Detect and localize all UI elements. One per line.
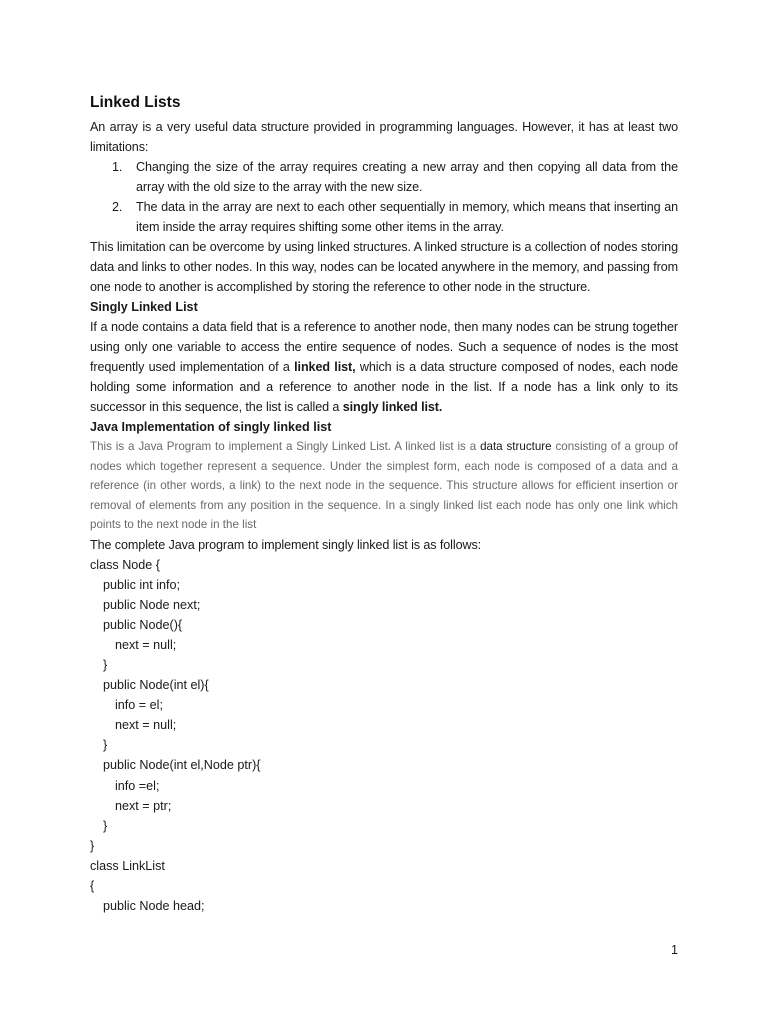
code-line: }	[103, 738, 108, 753]
code-line: public Node head;	[103, 899, 205, 914]
document-page	[90, 92, 678, 916]
code-line: info = el;	[115, 698, 163, 713]
code-line: public Node(){	[103, 617, 183, 632]
code-line: class LinkList	[90, 858, 165, 873]
list-item	[90, 197, 678, 237]
singly-linked-list-heading: Singly Linked List	[90, 300, 198, 314]
linked-structure-paragraph: This limitation can be overcome by using linked structures. A linked structure is a collection of nodes storing data and links to other nodes. In this way, nodes can be located anywhere in the memory, and passing from one node to another is accomplished by storing the reference to other node in the structure.	[90, 240, 678, 294]
program-intro: The complete Java program to implement singly linked list is as follows:	[90, 537, 482, 552]
data-structure-term: data structure	[480, 440, 552, 453]
code-line: info =el;	[115, 778, 160, 793]
page-title: Linked Lists	[90, 94, 181, 111]
java-implementation-heading: Java Implementation of singly linked list	[90, 420, 332, 434]
limitations-list	[90, 157, 678, 237]
intro-paragraph: An array is a very useful data structure provided in programming languages. However, it has at least two limitations:	[90, 120, 678, 154]
singly-linked-list-paragraph	[90, 317, 678, 417]
code-line: class Node {	[90, 557, 161, 572]
code-line: next = null;	[115, 718, 177, 733]
list-number: 2.	[112, 200, 123, 214]
bold-term-singly-linked-list: singly linked list.	[342, 400, 443, 414]
list-item	[90, 157, 678, 197]
code-line: next = null;	[115, 637, 177, 652]
page-number: 1	[670, 943, 678, 957]
code-line: }	[90, 838, 95, 853]
code-line: public Node(int el){	[103, 678, 209, 693]
code-line: }	[103, 657, 108, 672]
java-desc-part: consisting of a group of nodes which together represent a sequence. Under the simplest form, each node is composed of a data and a reference (in other words, a link) to the next node in the sequence. This structure allows for efficient insertion or removal of elements from any position in the sequence. In a singly linked list each node has only one link which points to the next node in the list	[90, 440, 678, 531]
java-description-paragraph	[90, 437, 678, 535]
list-number: 1.	[112, 160, 123, 174]
list-item-text: Changing the size of the array requires creating a new array and then copying all data from the array with the old size to the array with the new size.	[136, 160, 678, 194]
code-line: next = ptr;	[115, 798, 172, 813]
java-code-block	[90, 555, 678, 917]
singly-text-part: If a node contains a data field that is a reference to another node, then many nodes can be strung together using only one variable to access the entire sequence of nodes. Such a sequence of nodes is the most frequently used implementation of a	[90, 320, 678, 374]
code-line: }	[103, 818, 108, 833]
code-line: public int info;	[103, 577, 181, 592]
list-item-text: The data in the array are next to each other sequentially in memory, which means that inserting an item inside the array requires shifting some other items in the array.	[136, 200, 678, 234]
bold-term-linked-list: linked list,	[294, 360, 356, 374]
code-line: {	[90, 879, 95, 893]
singly-text-part: which is a data structure composed of nodes, each node holding some information and a reference to another node in the list. If a node has a link only to its successor in this sequence, the list is called a	[90, 360, 678, 414]
java-desc-part: This is a Java Program to implement a Singly Linked List. A linked list is a	[90, 440, 481, 453]
code-line: public Node(int el,Node ptr){	[103, 758, 261, 773]
code-line: public Node next;	[103, 597, 201, 612]
